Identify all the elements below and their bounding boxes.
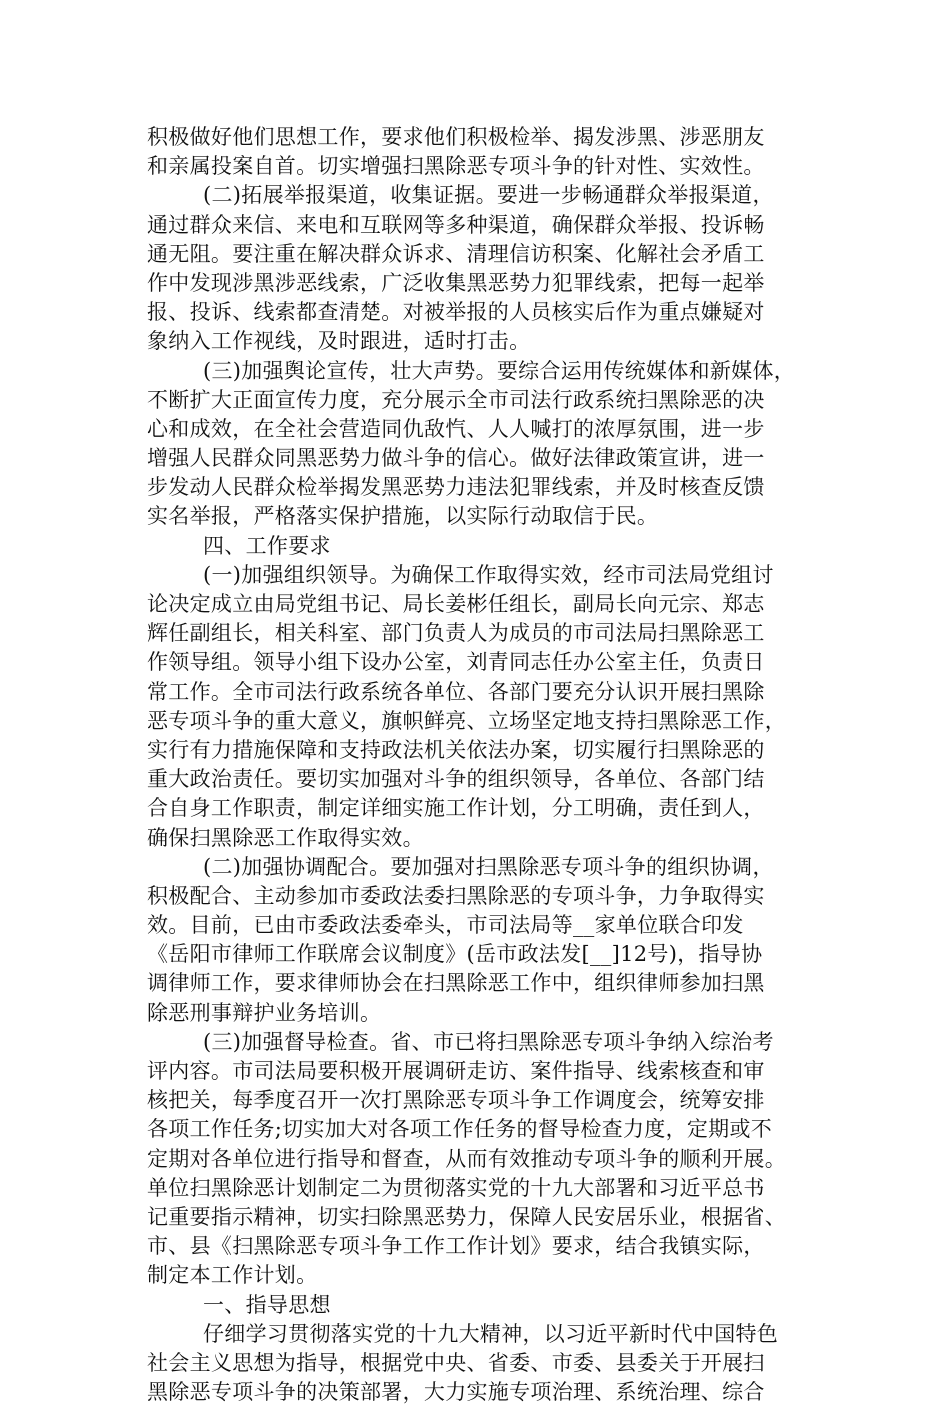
text-line: 制定本工作计划。 (147, 1263, 318, 1288)
text-line: 论决定成立由局党组书记、局长姜彬任组长，副局长向元宗、郑志 (147, 592, 765, 616)
text-line: 合自身工作职责，制定详细实施工作计划，分工明确，责任到人， (147, 796, 765, 821)
text-line: 记重要指示精神，切实扫除黑恶势力，保障人民安居乐业，根据省、 (147, 1204, 786, 1229)
text-line: 积极做好他们思想工作，要求他们积极检举、揭发涉黑、涉恶朋友 (147, 125, 765, 149)
text-line: 和亲属投案自首。切实增强扫黑除恶专项斗争的针对性、实效性。 (147, 154, 765, 179)
text-line: 实名举报，严格落实保护措施，以实际行动取信于民。 (147, 504, 659, 529)
text-line: 社会主义思想为指导，根据党中央、省委、市委、县委关于开展扫 (147, 1350, 765, 1375)
text-line: 不断扩大正面宣传力度，充分展示全市司法行政系统扫黑除恶的决 (147, 387, 765, 412)
text-line: 《岳阳市律师工作联席会议制度》(岳市政法发[__]12号)，指导协 (147, 942, 763, 967)
text-line: 确保扫黑除恶工作取得实效。 (147, 825, 424, 850)
text-line: 通无阻。要注重在解决群众诉求、清理信访积案、化解社会矛盾工 (147, 241, 765, 266)
text-line: 重大政治责任。要切实加强对斗争的组织领导，各单位、各部门结 (147, 767, 765, 792)
text-line: (一)加强组织领导。为确保工作取得实效，经市司法局党组讨 (203, 562, 774, 587)
text-line: 步发动人民群众检举揭发黑恶势力违法犯罪线索，并及时核查反馈 (147, 475, 765, 500)
text-line: 仔细学习贯彻落实党的十九大精神，以习近平新时代中国特色 (203, 1321, 779, 1346)
text-line: 作中发现涉黑涉恶线索，广泛收集黑恶势力犯罪线索，把每一起举 (147, 270, 765, 295)
text-line: 除恶刑事辩护业务培训。 (147, 1000, 382, 1025)
text-line: 实行有力措施保障和支持政法机关依法办案，切实履行扫黑除恶的 (147, 737, 765, 762)
text-line: (二)拓展举报渠道，收集证据。要进一步畅通群众举报渠道， (203, 183, 774, 208)
text-line: 评内容。市司法局要积极开展调研走访、案件指导、线索核查和审 (147, 1059, 765, 1083)
text-line: 核把关，每季度召开一次打黑除恶专项斗争工作调度会，统筹安排 (147, 1088, 765, 1113)
text-line: 常工作。全市司法行政系统各单位、各部门要充分认识开展扫黑除 (147, 679, 765, 704)
text-line: 调律师工作，要求律师协会在扫黑除恶工作中，组织律师参加扫黑 (147, 971, 765, 996)
text-line: 各项工作任务;切实加大对各项工作任务的督导检查力度，定期或不 (147, 1117, 773, 1142)
text-line: 效。目前，已由市委政法委牵头，市司法局等__家单位联合印发 (147, 913, 744, 938)
text-line: 报、投诉、线索都查清楚。对被举报的人员核实后作为重点嫌疑对 (147, 300, 765, 325)
text-line: 辉任副组长，相关科室、部门负责人为成员的市司法局扫黑除恶工 (147, 621, 765, 646)
text-line: 市、县《扫黑除恶专项斗争工作工作计划》要求，结合我镇实际， (147, 1234, 765, 1259)
document-body (147, 123, 807, 1407)
text-line: 通过群众来信、来电和互联网等多种渠道，确保群众举报、投诉畅 (147, 212, 765, 237)
text-line: (三)加强舆论宣传，壮大声势。要综合运用传统媒体和新媒体， (203, 358, 796, 383)
text-line: 作领导组。领导小组下设办公室，刘青同志任办公室主任，负责日 (147, 650, 765, 675)
text-line: 恶专项斗争的重大意义，旗帜鲜亮、立场坚定地支持扫黑除恶工作， (147, 708, 786, 733)
text-line: (三)加强督导检查。省、市已将扫黑除恶专项斗争纳入综治考 (203, 1029, 774, 1054)
text-line: 一、指导思想 (203, 1292, 331, 1317)
text-line: 定期对各单位进行指导和督查，从而有效推动专项斗争的顺利开展。 (147, 1146, 786, 1171)
text-line: (二)加强协调配合。要加强对扫黑除恶专项斗争的组织协调， (203, 854, 774, 879)
text-line: 心和成效，在全社会营造同仇敌忾、人人喊打的浓厚氛围，进一步 (147, 416, 765, 441)
text-line: 象纳入工作视线，及时跟进，适时打击。 (147, 329, 531, 354)
text-line: 四、工作要求 (203, 533, 331, 558)
text-line: 增强人民群众同黑恶势力做斗争的信心。做好法律政策宣讲，进一 (147, 446, 765, 471)
text-line: 单位扫黑除恶计划制定二为贯彻落实党的十九大部署和习近平总书 (147, 1175, 765, 1200)
text-line: 积极配合、主动参加市委政法委扫黑除恶的专项斗争，力争取得实 (147, 883, 765, 908)
text-line: 黑除恶专项斗争的决策部署，大力实施专项治理、系统治理、综合 (147, 1380, 765, 1405)
